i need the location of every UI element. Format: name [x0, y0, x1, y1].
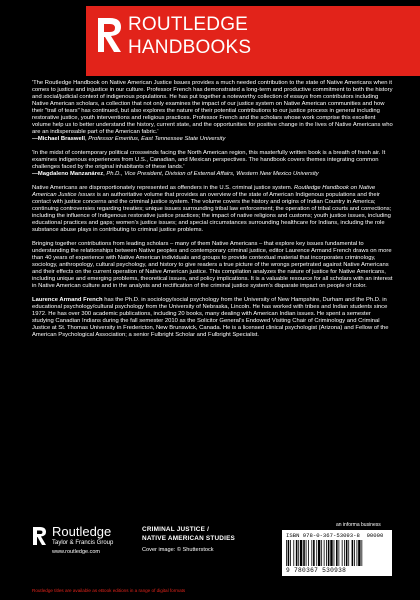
blurb-author-title-2: Ph.D., Vice President, Division of External Affairs, Western New Mexico University: [106, 171, 319, 177]
author-bio-text: has the Ph.D. in sociology/social psychology from the University of New Hampshire, Durham and the Ph.D. in educational psychology/cultural psychology from the University of Nebraska, Lincoln. He has worked with tribes and Indian students since 1972. He has over 300 academic publications, including 20 books, many dealing with American Indian issues. He spent a semester studying Canadian Indians during the fall semester 2010 as the Solicitor General's Endowed Visiting Chair of Criminology and Criminal Justice at St. Thomas University in Fredericton, New Brunswick, Canada. He is a licensed clinical psychologist (Arizona) and Fellow of the American Psychological Association; a senior Fulbright Scholar and Fulbright Specialist.: [32, 297, 389, 338]
book-title-italic: Routledge Handbook on Native American Justice Issues: [32, 185, 376, 198]
cover-header: [0, 0, 420, 78]
publisher-group: Taylor & Francis Group: [52, 540, 114, 546]
description-paragraph-1: [32, 185, 394, 234]
blurb-quote-1: 'The Routledge Handbook on Native American Justice Issues provides a much needed contribution to the state of Native Americans when it comes to justice and injustice in our culture. Professor French has demonstrated a long-term and productive commitment to both the history and social/judicial context of indigenous populations. He has put together a noteworthy collection of essays from contributors including Native American scholars, a collection that not only examines the impact of our justice system on Native American communities and how their "trail of tears" has continued, but also explores the nature of their potential contributions to our justice process in general including restorative justice, youth interventions and religious practices. Professor French and the scholars whose work comprise this excellent volume help us to better understand the history, current state, and the opportunities for positive change in the lives of Native Americans who are an indispensable part of the American fabric.': [32, 80, 393, 135]
subject-category-line2: NATIVE AMERICAN STUDIES: [142, 535, 236, 542]
ebook-availability-note: Routledge titles are available as eBook editions in a range of digital formats: [32, 588, 186, 593]
description-text-b: is an authoritative volume that provides an overview of the state of American Indigenous populations and their contact with justice concerns and the criminal justice system. The volume covers the history and origins of Indian Country in America; continuing controversies regarding treaties; unique issues surrounding tribal law enforcement; the operation of tribal courts and corrections; including the influence of Indigenous restorative justice practices; the impact of native religions and customs; youth justice issues, including educational practices and gaps; women's justice issues; and special circumstances surrounding healthcare for Indians, including the role substance abuse plays in contributing to criminal justice problems.: [32, 192, 392, 233]
author-name: Laurence Armand French: [32, 297, 103, 303]
blurb-author-title-1: Professor Emeritus, East Tennessee State University: [88, 136, 226, 142]
isbn-price-code: 90000: [366, 532, 384, 539]
isbn-label: [286, 532, 383, 539]
back-cover-text: [32, 80, 394, 339]
blurb-attribution-1: —Michael Braswell, Professor Emeritus, East Tennessee State University: [32, 136, 226, 142]
blurb-attribution-2: —Magdaleno Manzanárez, Ph.D., Vice President, Division of External Affairs, Western New Mexico University: [32, 171, 319, 177]
blurb-author-1: —Michael Braswell: [32, 136, 85, 142]
cover-image-credit: Cover image: © Shutterstock: [142, 547, 214, 553]
routledge-r-logo-icon: [95, 15, 125, 55]
description-paragraph-2: Bringing together contributions from leading scholars – many of them Native Americans – that explore key issues fundamental to understanding the relationships between Native peoples and contemporary criminal justice, editor Laurence Armand French draws on more than 40 years of experience with Native American individuals and groups to provide contextual material that incorporates criminology, sociology, anthropology, cultural psychology, and history to give readers a true picture of the wrongs perpetrated against Native Americans and their effects on the current operation of Native American justice. This compilation analyzes the nature of justice for Native Americans, including unique and emerging problems, theoretical issues, and policy implications. It is a valuable resource for all scholars with an interest in Native American culture and in the analysis and rectification of the criminal justice system's disparate impact on people of color.: [32, 241, 393, 289]
routledge-handbooks-banner: [86, 6, 420, 76]
isbn-number: ISBN 978-0-367-53093-8: [286, 532, 360, 539]
description-text-a: Native Americans are disproportionately represented as offenders in the U.S. criminal justice system.: [32, 185, 295, 191]
routledge-r-logo-icon: [32, 526, 48, 546]
series-name-line1: ROUTLEDGE: [128, 14, 249, 35]
blurb-quote-2: 'In the midst of contemporary political crosswinds facing the North American region, this masterfully written book is a breath of fresh air. It examines indigenous experiences from U.S., Canadian, and Mexican perspectives. The handbook covers themes integrating common challenges faced by the original inhabitants of these lands.': [32, 150, 386, 170]
publisher-name: Routledge: [52, 524, 112, 539]
informa-tagline: an informa business: [336, 522, 381, 528]
ean-digits: 9 780367 530938: [286, 567, 347, 574]
blurb-author-2: —Magdaleno Manzanárez: [32, 171, 104, 177]
publisher-website: www.routledge.com: [52, 549, 100, 555]
barcode-bars: [286, 540, 388, 566]
subject-category-line1: CRIMINAL JUSTICE /: [142, 526, 210, 533]
author-bio: [32, 297, 394, 339]
isbn-barcode: [282, 530, 392, 576]
series-name-line2: HANDBOOKS: [128, 37, 252, 58]
